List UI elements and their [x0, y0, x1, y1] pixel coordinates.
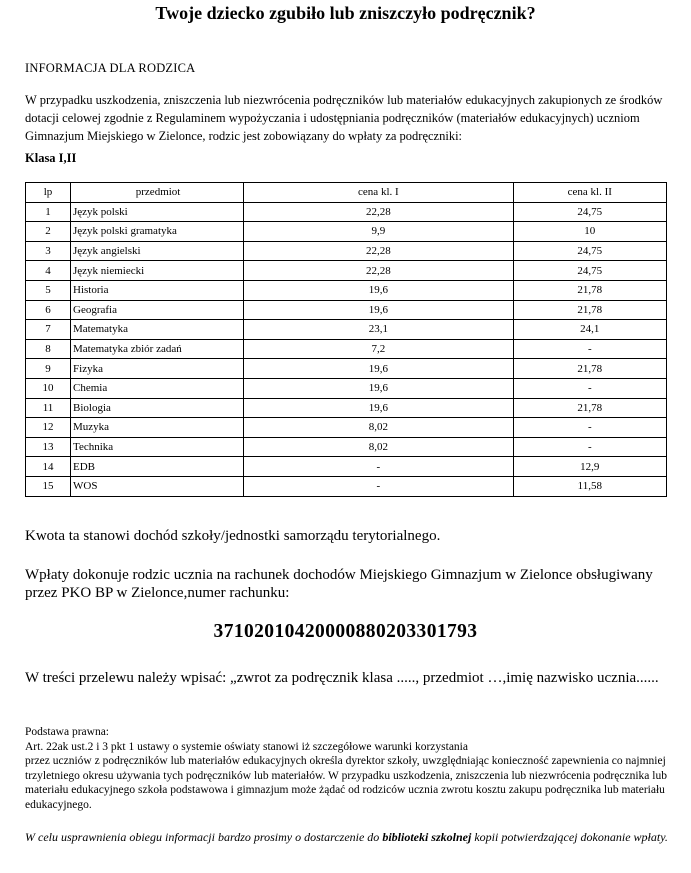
row-price-class-1: - — [244, 457, 513, 477]
legal-basis-line1: Art. 22ak ust.2 i 3 pkt 1 ustawy o systemie oświaty stanowi iż szczegółowe warunki korzystania — [25, 740, 468, 753]
row-price-class-1: 9,9 — [244, 222, 513, 242]
row-subject: Matematyka — [71, 320, 244, 340]
row-price-class-2: 24,1 — [513, 320, 666, 340]
row-price-class-2: 21,78 — [513, 280, 666, 300]
table-row — [26, 418, 667, 438]
row-lp: 4 — [26, 261, 71, 281]
row-subject: Chemia — [71, 378, 244, 398]
row-subject: Fizyka — [71, 359, 244, 379]
row-lp: 14 — [26, 457, 71, 477]
row-lp: 9 — [26, 359, 71, 379]
row-subject: Matematyka zbiór zadań — [71, 339, 244, 359]
page-title: Twoje dziecko zgubiło lub zniszczyło podręcznik? — [155, 3, 536, 23]
legal-basis-label: Podstawa prawna: — [25, 726, 109, 738]
header-price-class-1: cena kl. I — [244, 183, 513, 203]
row-price-class-1: 22,28 — [244, 261, 513, 281]
header-lp: lp — [26, 183, 71, 203]
account-number: 37102010420000880203301793 — [213, 621, 478, 642]
payment-info: Wpłaty dokonuje rodzic ucznia na rachunek dochodów Miejskiego Gimnazjum w Zielonce obsługiwany przez PKO BP w Zielonce,numer rachunku: — [25, 567, 653, 601]
closing-note-library: biblioteki szkolnej — [382, 830, 472, 844]
closing-note-end: kopii potwierdzającej dokonanie wpłaty. — [471, 830, 668, 844]
row-price-class-2: 24,75 — [513, 261, 666, 281]
row-price-class-2: - — [513, 378, 666, 398]
row-lp: 12 — [26, 418, 71, 438]
table-row — [26, 359, 667, 379]
row-price-class-1: 22,28 — [244, 202, 513, 222]
row-subject: Technika — [71, 437, 244, 457]
row-price-class-2: 21,78 — [513, 398, 666, 418]
class-label: Klasa I,II — [25, 151, 77, 165]
row-lp: 10 — [26, 378, 71, 398]
table-header-row — [26, 183, 667, 203]
table-row — [26, 457, 667, 477]
table-row — [26, 339, 667, 359]
table-row — [26, 261, 667, 281]
row-lp: 8 — [26, 339, 71, 359]
row-price-class-1: 8,02 — [244, 418, 513, 438]
row-lp: 1 — [26, 202, 71, 222]
row-price-class-2: 21,78 — [513, 359, 666, 379]
row-price-class-2: 10 — [513, 222, 666, 242]
table-row — [26, 476, 667, 496]
row-price-class-1: 22,28 — [244, 241, 513, 261]
row-price-class-2: 24,75 — [513, 202, 666, 222]
table-row — [26, 241, 667, 261]
header-subject: przedmiot — [71, 183, 244, 203]
row-price-class-1: 7,2 — [244, 339, 513, 359]
row-subject: EDB — [71, 457, 244, 477]
legal-basis-line2: przez uczniów z podręczników lub materiałów edukacyjnych określa dyrektor szkoły, uwzględniając konieczność zapewnienia co najmniej trzyletniego okresu używania tych podręczników lub materiałów. W przypadku uszkodzenia, zniszczenia lub niezwrócenia podręcznika lub materiału edukacyjnego szkoła podstawowa i gimnazjum może żądać od rodziców ucznia zwrotu kosztu zakupu podręcznika lub materiału edukacyjnego. — [25, 755, 667, 811]
row-subject: Język angielski — [71, 241, 244, 261]
table-row — [26, 202, 667, 222]
row-price-class-2: 24,75 — [513, 241, 666, 261]
row-price-class-1: - — [244, 476, 513, 496]
intro-paragraph: W przypadku uszkodzenia, zniszczenia lub niezwrócenia podręczników lub materiałów edukacyjnych zakupionych ze środków dotacji celowej zgodnie z Regulaminem wypożyczania i udostępniania podręczników (materiałów edukacyjnych) uczniom Gimnazjum Miejskiego w Zielonce, rodzic jest zobowiązany do wpłaty za podręczniki: — [25, 93, 663, 143]
table-row — [26, 222, 667, 242]
row-price-class-1: 19,6 — [244, 359, 513, 379]
row-subject: Język polski gramatyka — [71, 222, 244, 242]
row-price-class-2: 11,58 — [513, 476, 666, 496]
row-lp: 13 — [26, 437, 71, 457]
row-price-class-1: 19,6 — [244, 398, 513, 418]
row-price-class-2: - — [513, 339, 666, 359]
transfer-title-instruction: W treści przelewu należy wpisać: „zwrot za podręcznik klasa ....., przedmiot …,imię nazwisko ucznia...... — [25, 670, 659, 686]
row-price-class-1: 8,02 — [244, 437, 513, 457]
table-row — [26, 320, 667, 340]
table-row — [26, 437, 667, 457]
row-subject: Historia — [71, 280, 244, 300]
row-lp: 11 — [26, 398, 71, 418]
row-subject: Język polski — [71, 202, 244, 222]
row-lp: 2 — [26, 222, 71, 242]
row-price-class-1: 19,6 — [244, 300, 513, 320]
legal-basis — [25, 725, 675, 813]
table-row — [26, 398, 667, 418]
row-subject: Geografia — [71, 300, 244, 320]
row-lp: 3 — [26, 241, 71, 261]
table-body — [26, 202, 667, 496]
row-subject: Muzyka — [71, 418, 244, 438]
table-row — [26, 378, 667, 398]
row-lp: 5 — [26, 280, 71, 300]
row-lp: 7 — [26, 320, 71, 340]
row-lp: 6 — [26, 300, 71, 320]
table-row — [26, 300, 667, 320]
row-price-class-2: - — [513, 418, 666, 438]
income-note: Kwota ta stanowi dochód szkoły/jednostki samorządu terytorialnego. — [25, 528, 441, 544]
row-price-class-1: 19,6 — [244, 280, 513, 300]
row-subject: Biologia — [71, 398, 244, 418]
row-subject: Język niemiecki — [71, 261, 244, 281]
row-price-class-2: 21,78 — [513, 300, 666, 320]
closing-note — [25, 829, 675, 846]
row-lp: 15 — [26, 476, 71, 496]
section-heading: INFORMACJA DLA RODZICA — [25, 61, 196, 75]
row-price-class-2: 12,9 — [513, 457, 666, 477]
price-table — [25, 182, 667, 497]
row-price-class-2: - — [513, 437, 666, 457]
row-price-class-1: 19,6 — [244, 378, 513, 398]
closing-note-text: W celu usprawnienia obiegu informacji bardzo prosimy o dostarczenie do — [25, 830, 383, 844]
table-row — [26, 280, 667, 300]
header-price-class-2: cena kl. II — [513, 183, 666, 203]
row-price-class-1: 23,1 — [244, 320, 513, 340]
row-subject: WOS — [71, 476, 244, 496]
